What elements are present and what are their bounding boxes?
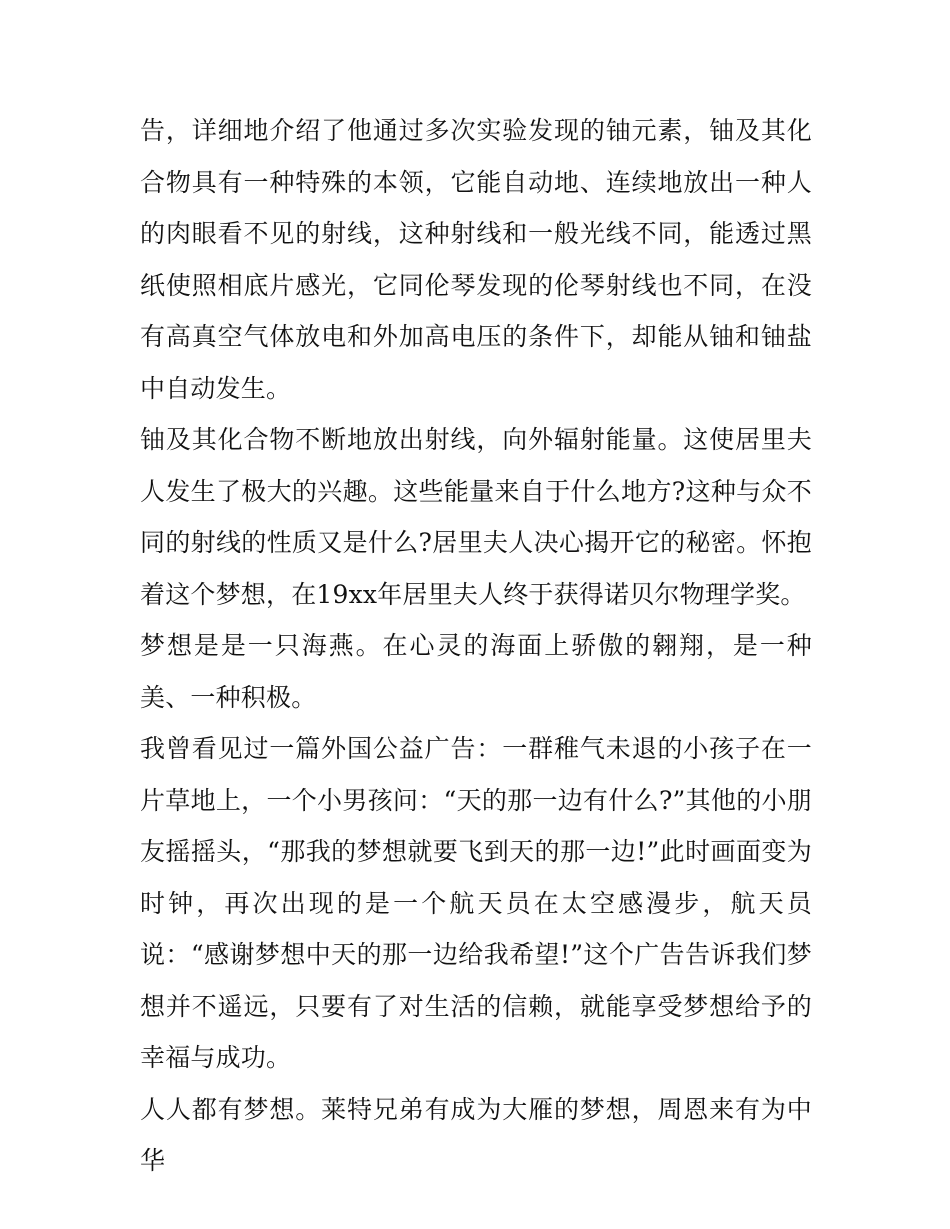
paragraph-5: 人人都有梦想。莱特兄弟有成为大雁的梦想，周恩来有为中华: [140, 1094, 812, 1175]
document-body: [140, 105, 812, 1187]
paragraph-3: 梦想是是一只海燕。在心灵的海面上骄傲的翱翔，是一种美、一种积极。: [140, 631, 812, 712]
paragraph-4: 我曾看见过一篇外国公益广告：一群稚气未退的小孩子在一片草地上，一个小男孩问：“天的那一边有什么?”其他的小朋友摇摇头，“那我的梦想就要飞到天的那一边!”此时画面变为时钟，再次出现的是一个航天员在太空感漫步，航天员说：“感谢梦想中天的那一边给我希望!”这个广告告诉我们梦想并不遥远，只要有了对生活的信赖，就能享受梦想给予的幸福与成功。: [140, 734, 812, 1072]
paragraph-1: 告，详细地介绍了他通过多次实验发现的铀元素，铀及其化合物具有一种特殊的本领，它能自动地、连续地放出一种人的肉眼看不见的射线，这种射线和一般光线不同，能透过黑纸使照相底片感光，它同伦琴发现的伦琴射线也不同，在没有高真空气体放电和外加高电压的条件下，却能从铀和铀盐中自动发生。: [140, 116, 812, 403]
paragraph-2: 铀及其化合物不断地放出射线，向外辐射能量。这使居里夫人发生了极大的兴趣。这些能量来自于什么地方?这种与众不同的射线的性质又是什么?居里夫人决心揭开它的秘密。怀抱着这个梦想，在19xx年居里夫人终于获得诺贝尔物理学奖。: [140, 425, 812, 609]
